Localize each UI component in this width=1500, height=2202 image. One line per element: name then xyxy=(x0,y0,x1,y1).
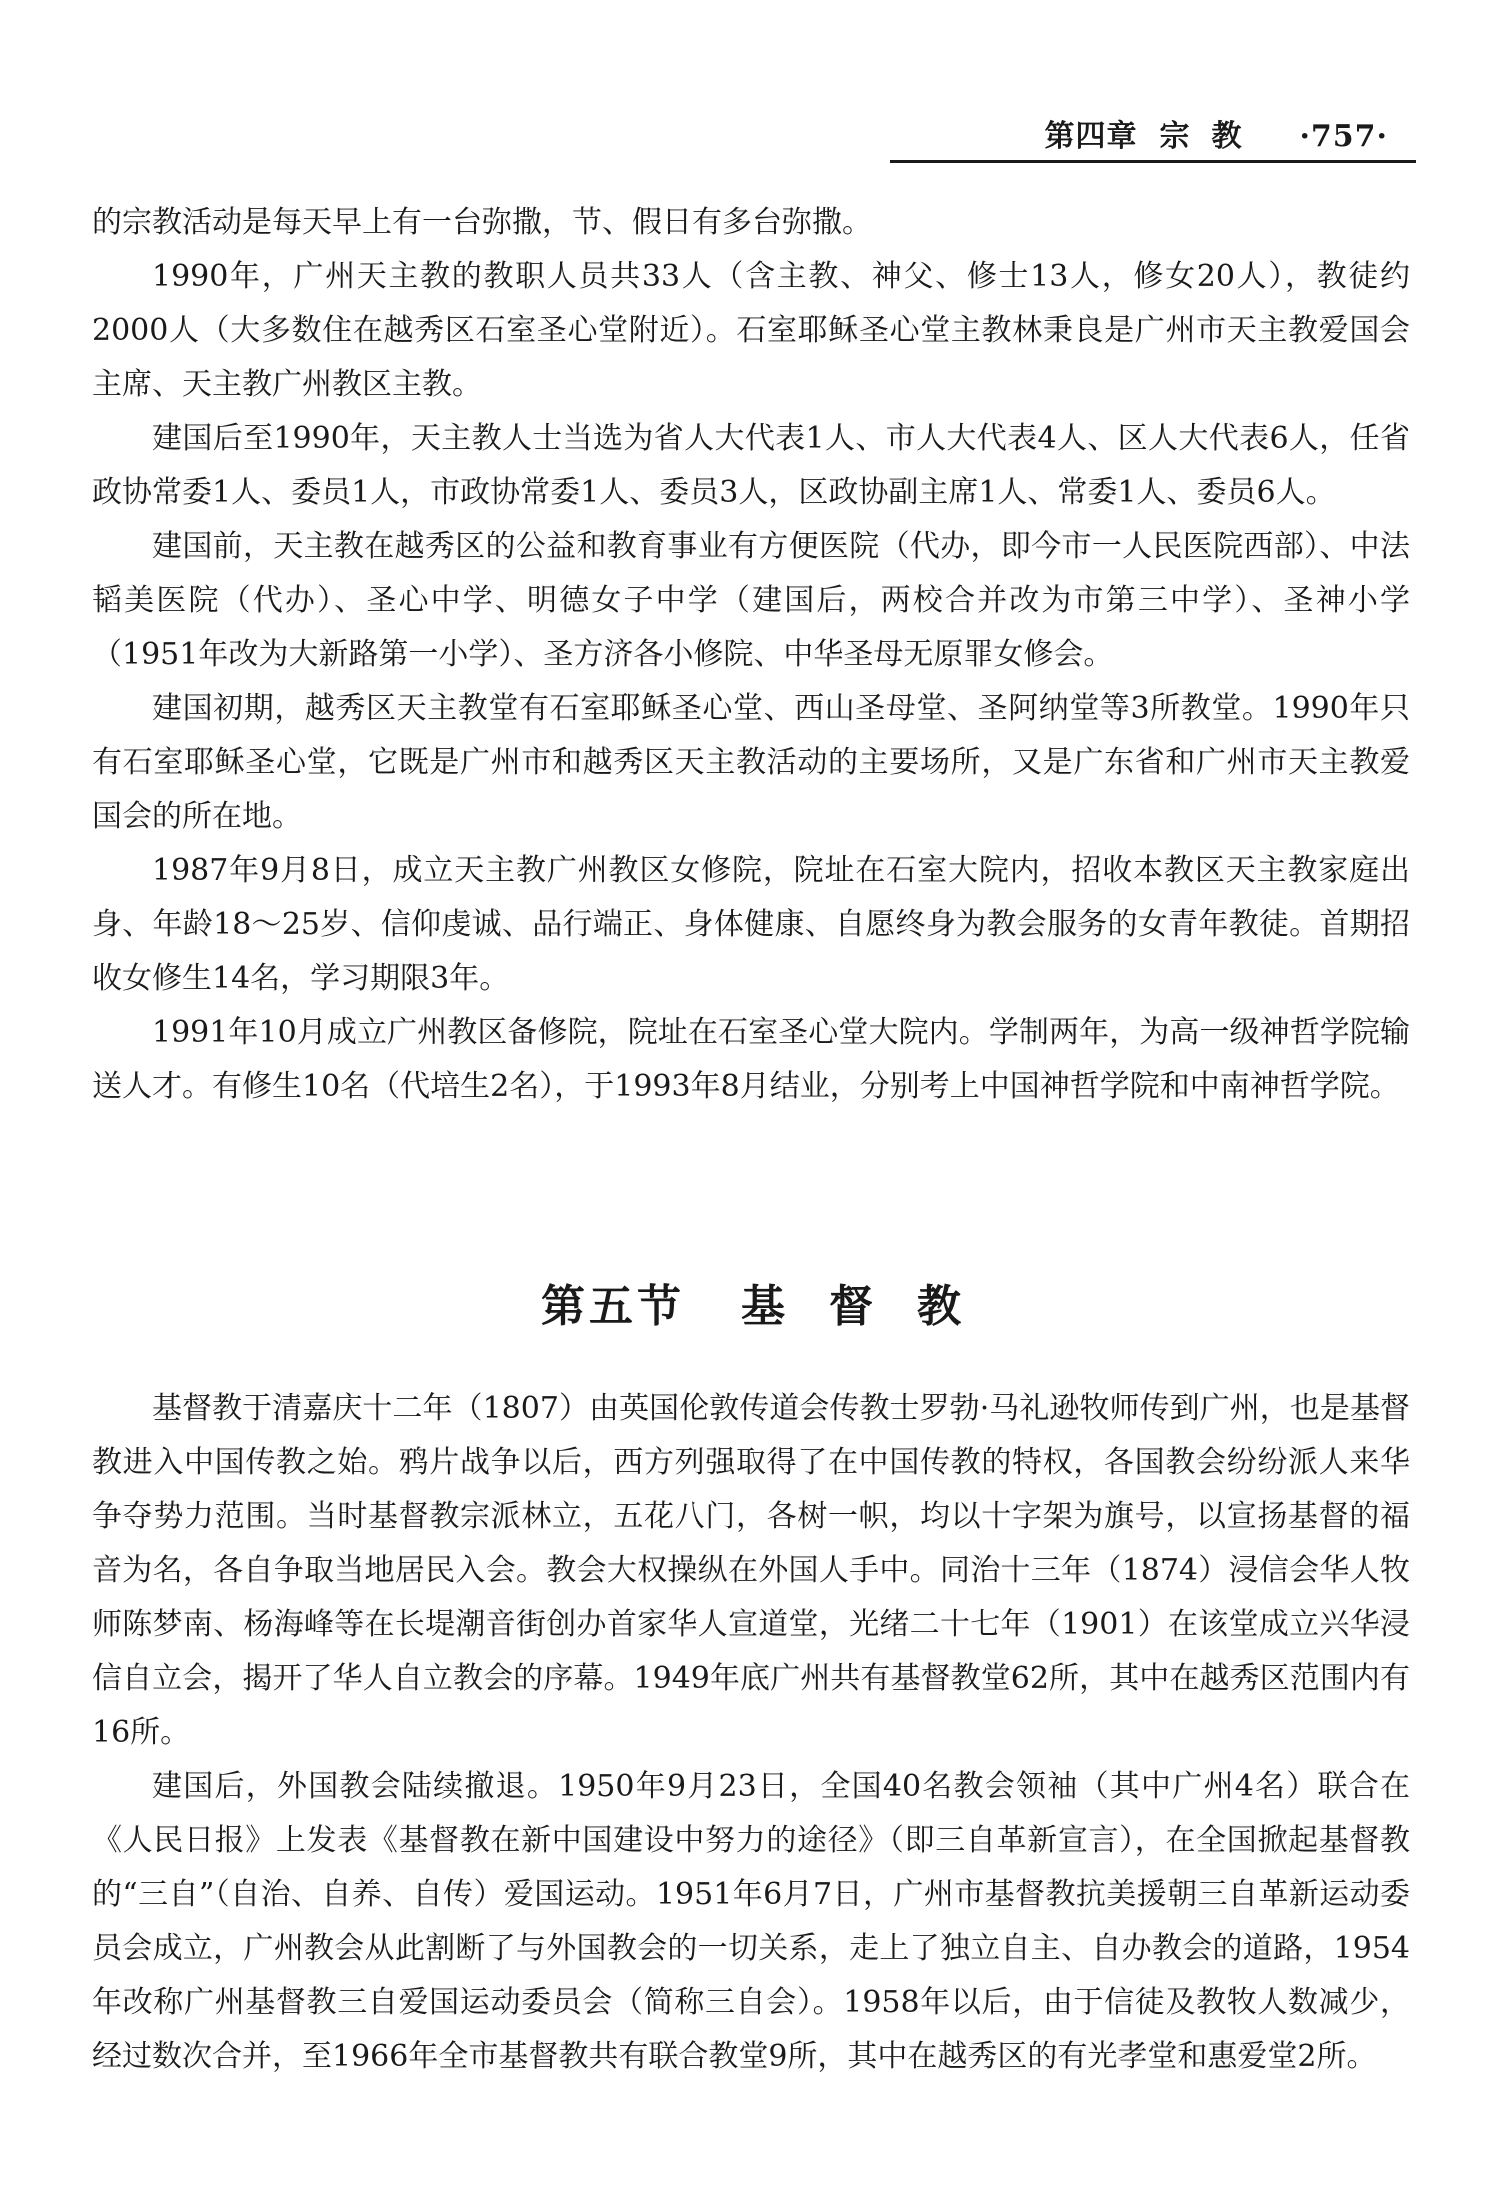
paragraph: 1987年9月8日，成立天主教广州教区女修院，院址在石室大院内，招收本教区天主教家庭出身、年龄18～25岁、信仰虔诚、品行端正、身体健康、自愿终身为教会服务的女青年教徒。首期招收女修生14名，学习期限3年。 xyxy=(92,853,1410,996)
paragraph: 1991年10月成立广州教区备修院，院址在石室圣心堂大院内。学制两年，为高一级神哲学院输送人才。有修生10名（代培生2名），于1993年8月结业，分别考上中国神哲学院和中南神哲学院。 xyxy=(92,1015,1410,1104)
paragraph: 建国前，天主教在越秀区的公益和教育事业有方便医院（代办，即今市一人民医院西部）、中法韬美医院（代办）、圣心中学、明德女子中学（建国后，两校合并改为市第三中学）、圣神小学（1951年改为大新路第一小学）、圣方济各小修院、中华圣母无原罪女修会。 xyxy=(92,529,1410,672)
paragraph: 建国后至1990年，天主教人士当选为省人大代表1人、市人大代表4人、区人大代表6人，任省政协常委1人、委员1人，市政协常委1人、委员3人，区政协副主席1人、常委1人、委员6人。 xyxy=(92,421,1410,510)
page-number: ·757· xyxy=(1299,119,1388,154)
paragraph: 基督教于清嘉庆十二年（1807）由英国伦敦传道会传教士罗勃·马礼逊牧师传到广州，也是基督教进入中国传教之始。鸦片战争以后，西方列强取得了在中国传教的特权，各国教会纷纷派人来华争夺势力范围。当时基督教宗派林立，五花八门，各树一帜，均以十字架为旗号，以宣扬基督的福音为名，各自争取当地居民入会。教会大权操纵在外国人手中。同治十三年（1874）浸信会华人牧师陈梦南、杨海峰等在长堤潮音街创办首家华人宣道堂，光绪二十七年（1901）在该堂成立兴华浸信自立会，揭开了华人自立教会的序幕。1949年底广州共有基督教堂62所，其中在越秀区范围内有16所。 xyxy=(92,1391,1410,1750)
paragraph: 建国初期，越秀区天主教堂有石室耶稣圣心堂、西山圣母堂、圣阿纳堂等3所教堂。1990年只有石室耶稣圣心堂，它既是广州市和越秀区天主教活动的主要场所，又是广东省和广州市天主教爱国会的所在地。 xyxy=(92,691,1410,834)
header-rule xyxy=(890,160,1416,163)
section-number: 第五节 xyxy=(541,1281,685,1332)
paragraph: 1990年，广州天主教的教职人员共33人（含主教、神父、修士13人，修女20人），教徒约2000人（大多数住在越秀区石室圣心堂附近）。石室耶稣圣心堂主教林秉良是广州市天主教爱国会主席、天主教广州教区主教。 xyxy=(92,259,1410,402)
paragraph: 建国后，外国教会陆续撤退。1950年9月23日，全国40名教会领袖（其中广州4名）联合在《人民日报》上发表《基督教在新中国建设中努力的途径》（即三自革新宣言），在全国掀起基督教的“三自”（自治、自养、自传）爱国运动。1951年6月7日，广州市基督教抗美援朝三自革新运动委员会成立，广州教会从此割断了与外国教会的一切关系，走上了独立自主、自办教会的道路，1954年改称广州基督教三自爱国运动委员会（简称三自会）。1958年以后，由于信徒及教牧人数减少，经过数次合并，至1966年全市基督教共有联合教堂9所，其中在越秀区的有光孝堂和惠爱堂2所。 xyxy=(92,1769,1410,2074)
running-header xyxy=(92,112,1410,162)
chapter-number: 第四章 xyxy=(1044,119,1138,154)
protestant-paragraphs xyxy=(92,1382,1410,2084)
section-title: 基督教 xyxy=(741,1281,1005,1332)
chapter-topic: 宗教 xyxy=(1159,119,1264,154)
paragraph-continued: 的宗教活动是每天早上有一台弥撒，节、假日有多台弥撒。 xyxy=(92,205,872,240)
section-heading xyxy=(92,1272,1410,1342)
catholic-paragraphs xyxy=(92,196,1410,1114)
